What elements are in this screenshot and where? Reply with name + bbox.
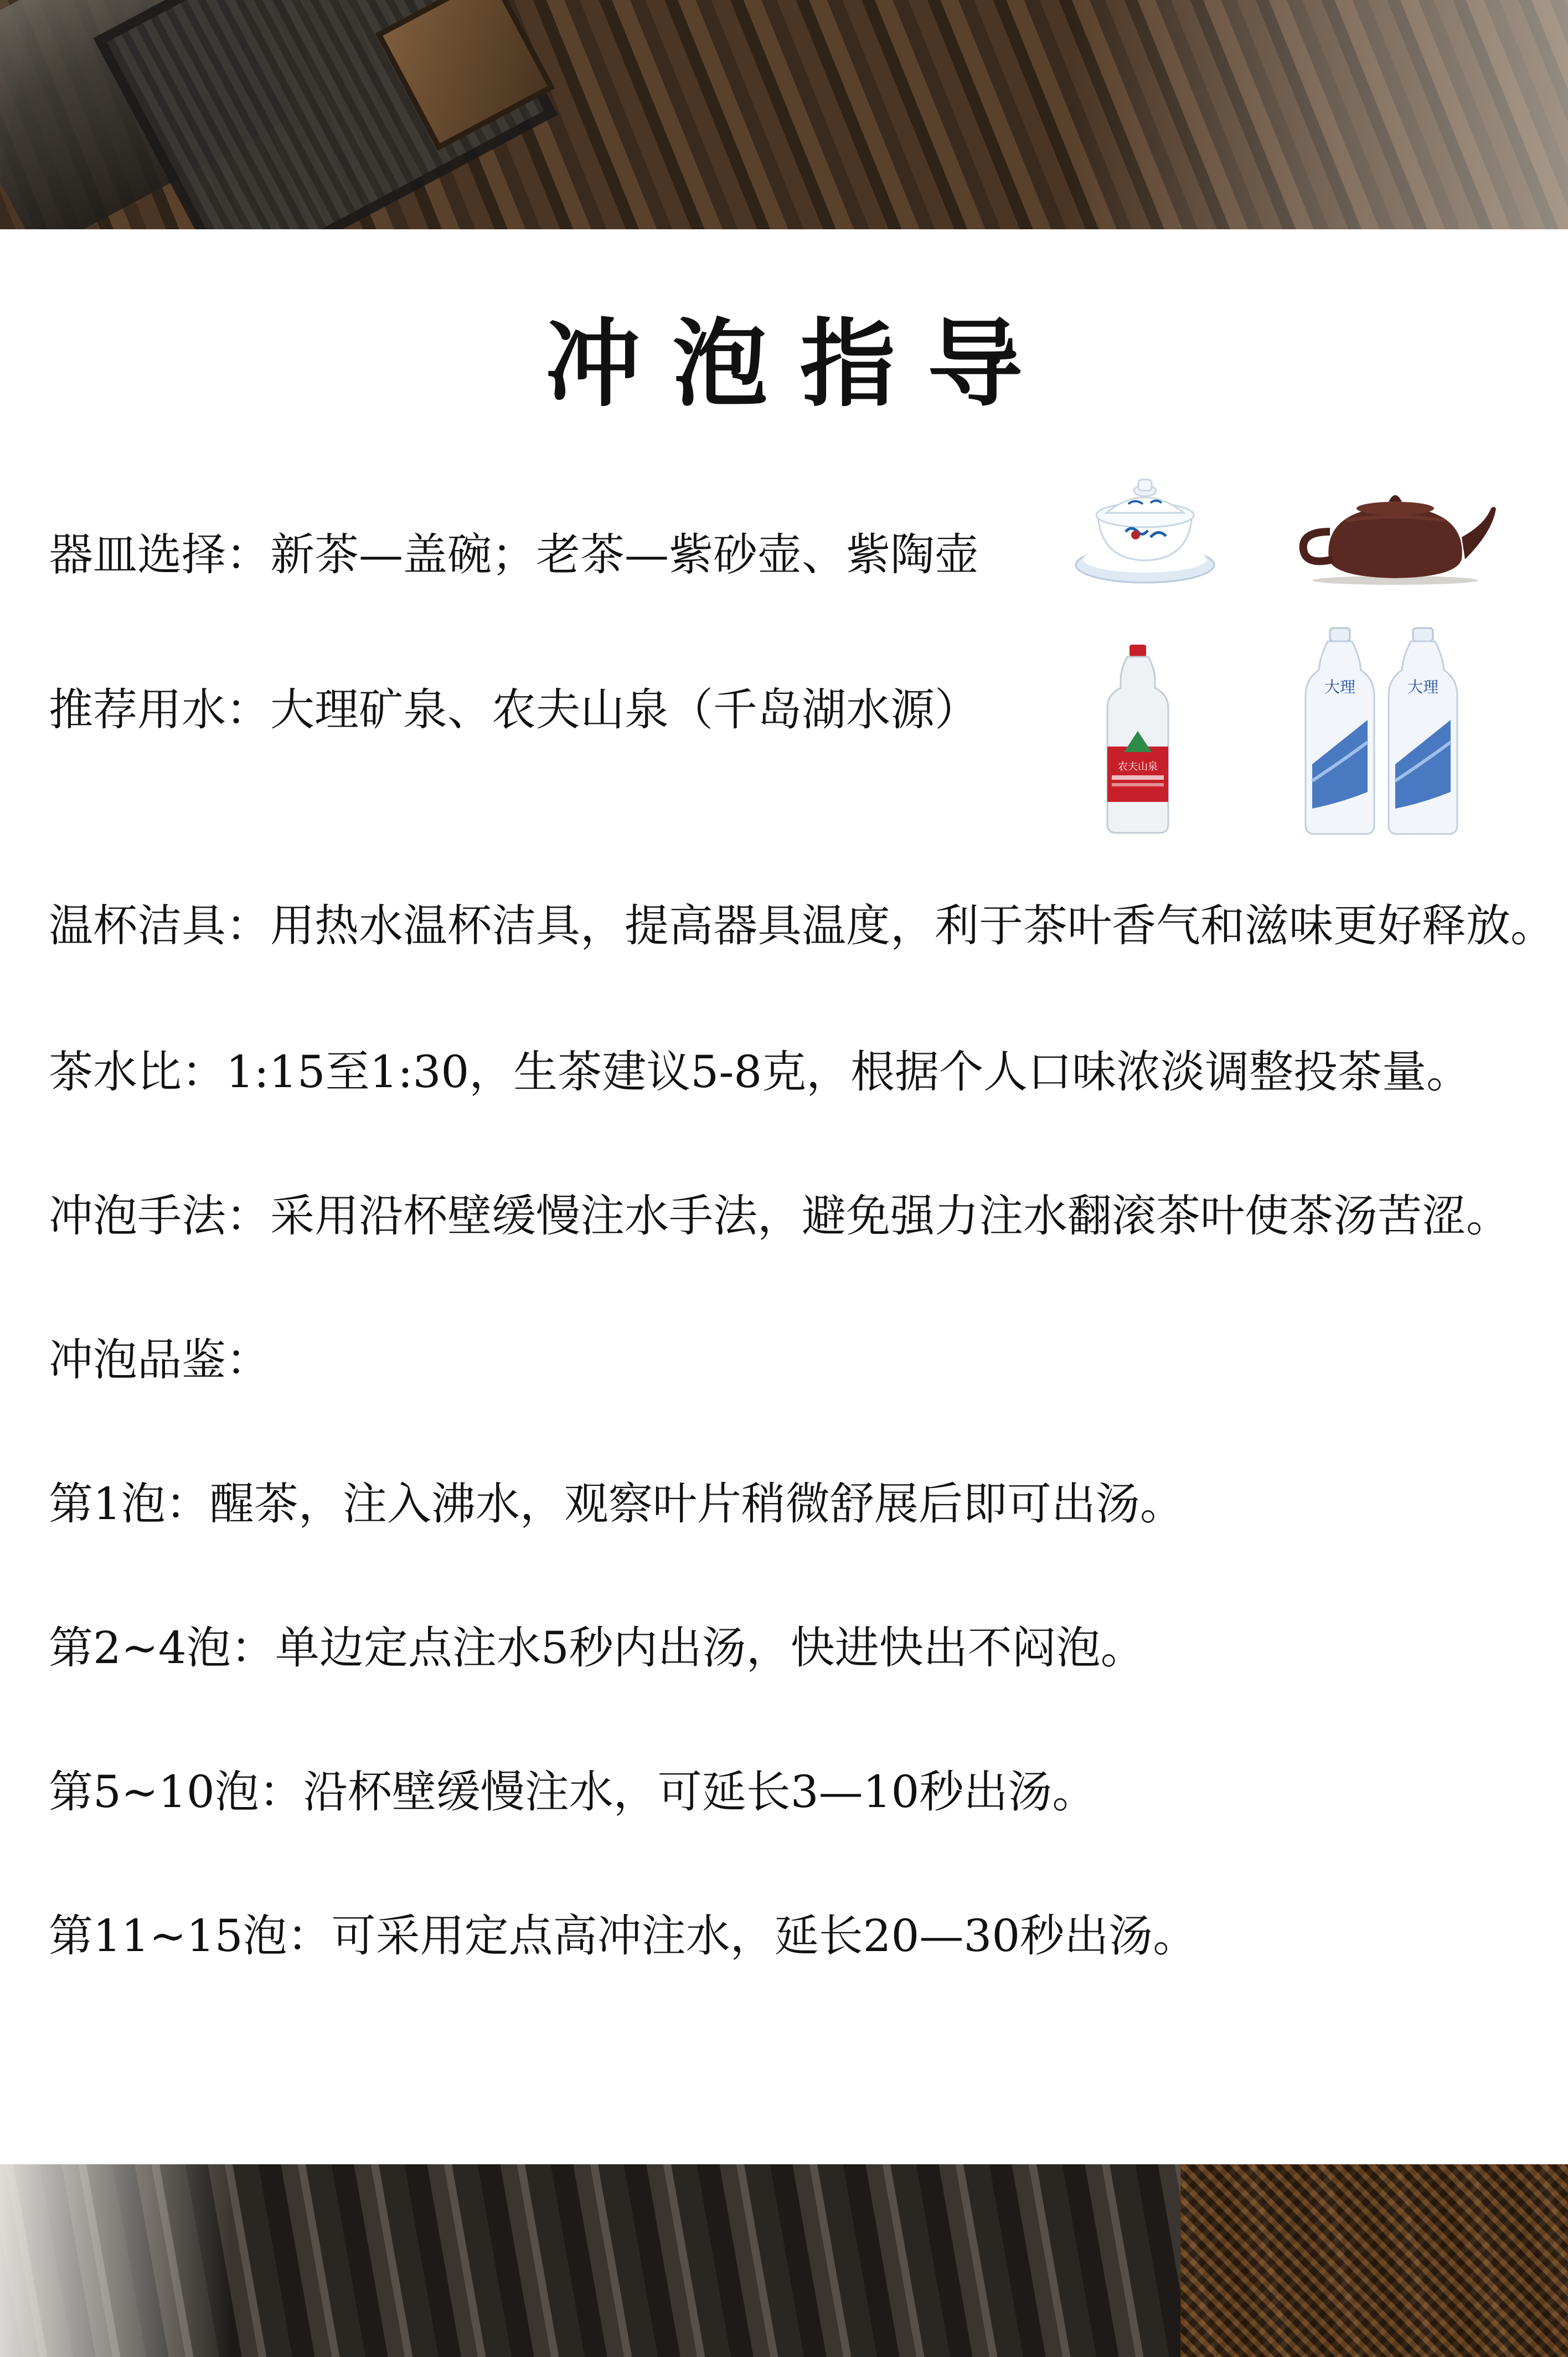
blue-bottle-label: 大理	[1324, 678, 1356, 696]
carved-lattice	[1180, 2164, 1568, 2357]
red-bottle-label: 农夫山泉	[1118, 761, 1158, 773]
page-title: 冲泡指导	[545, 308, 1055, 420]
recommended-water-text: 推荐用水：大理矿泉、农夫山泉（千岛湖水源）	[49, 684, 979, 735]
brew-step-2: 第2~4泡：单边定点注水5秒内出汤，快进快出不闷泡。	[49, 1622, 1145, 1674]
bottom-photo-band	[0, 2164, 1568, 2357]
warm-cup-text: 温杯洁具：用热水温杯洁具，提高器具温度，利于茶叶香气和滋味更好释放。	[49, 900, 1555, 951]
red-water-bottle-icon	[1102, 641, 1174, 835]
brew-step-1: 第1泡：醒茶，注入沸水，观察叶片稍微舒展后即可出汤。	[49, 1478, 1184, 1530]
teapot-icon	[1290, 476, 1500, 587]
brewing-method-text: 冲泡手法：采用沿杯壁缓慢注水手法，避免强力注水翻滚茶叶使茶汤苦涩。	[49, 1190, 1510, 1242]
blue-water-bottle-icon	[1301, 626, 1379, 836]
blue-water-bottle-icon	[1384, 626, 1462, 836]
light-fade	[0, 2164, 233, 2357]
gaiwan-icon	[1073, 460, 1217, 587]
top-photo-band	[0, 0, 1568, 229]
tea-water-ratio-text: 茶水比：1:15至1:30，生茶建议5-8克，根据个人口味浓淡调整投茶量。	[49, 1046, 1471, 1098]
blue-bottle-label: 大理	[1407, 678, 1439, 696]
light-shade	[1070, 0, 1568, 229]
tasting-heading: 冲泡品鉴：	[49, 1334, 270, 1386]
brew-step-3: 第5~10泡：沿杯壁缓慢注水，可延长3—10秒出汤。	[49, 1766, 1097, 1818]
vessel-selection-text: 器皿选择：新茶—盖碗；老茶—紫砂壶、紫陶壶	[49, 529, 979, 580]
brew-step-4: 第11~15泡：可采用定点高冲注水，延长20—30秒出汤。	[49, 1910, 1198, 1962]
